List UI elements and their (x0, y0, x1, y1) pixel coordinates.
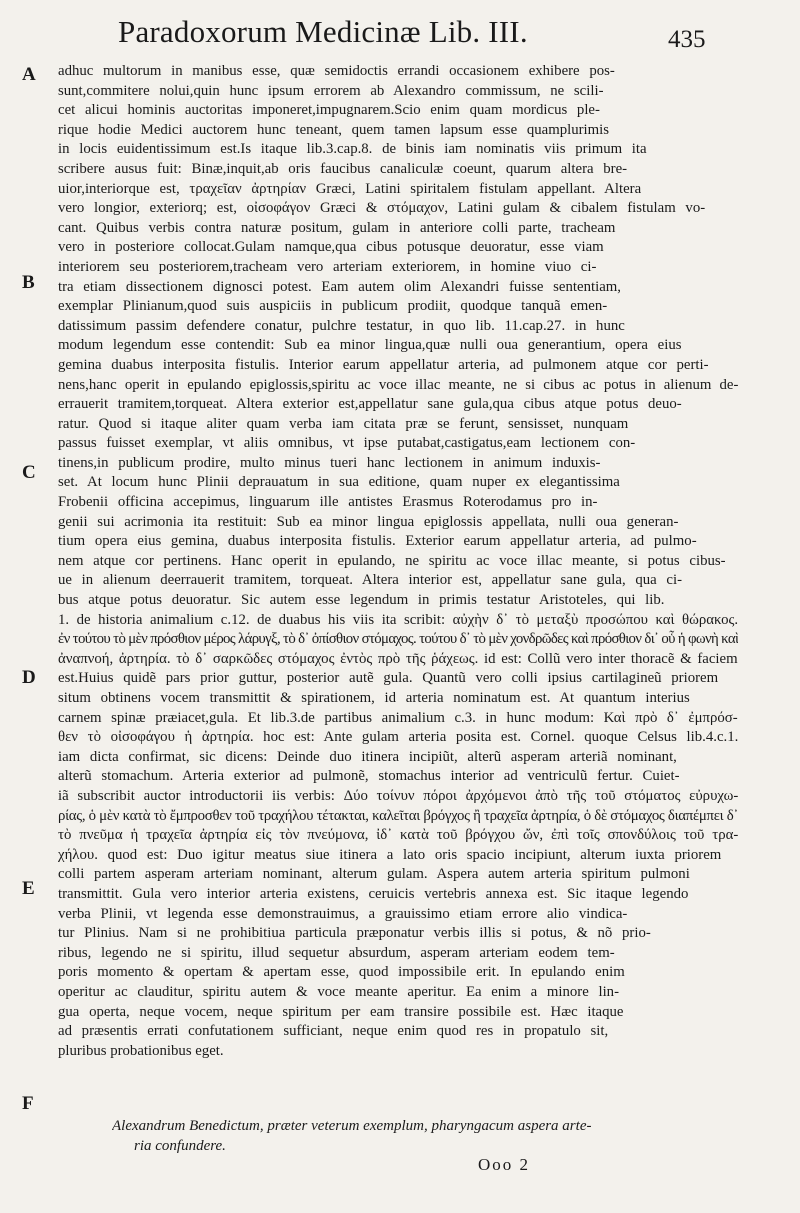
margin-letter-c: C (22, 462, 36, 483)
text-line: ue in alienum deerrauerit tramitem, torqueat. Altera interior est, appellatur sane gula, qua ci- (58, 572, 683, 589)
text-line: modum legendum esse contendit: Sub ea minor lingua,quæ nulli oua generantium, opera eius (58, 337, 682, 354)
text-line: cet alicui hominis auctoritas imponeret,impugnarem.Scio enim quam mordicus ple- (58, 102, 600, 119)
text-line: iam dicta confirmat, sic dicens: Deinde duo itinera incipiũt, alterũ asperam arteriã nominant, (58, 748, 677, 765)
text-line: iã subscribit auctor introductorii iis verbis: Δύο τοίνυν πόροι ἀρχόμενοι ἀπὸ τῆς τοῦ στόματος εὐρυχω- (58, 787, 738, 804)
text-line: sunt,commitere nolui,quin hunc ipsum errorem ab Alexandro commissum, ne scili- (58, 82, 604, 99)
marginal-note-line: Alexandrum Benedictum, præter veterum exemplum, pharyngacum aspera arte- (112, 1118, 592, 1134)
text-line: rique hodie Medici auctorem hunc teneant, quem tamen lapsum esse quamplurimis (58, 121, 610, 138)
text-line: cant. Quibus verbis contra naturæ positum, gulam in anteriore colli parte, tracheam (58, 219, 616, 236)
text-line: ad præsentis errati confutationem sufficiant, neque enim quod res in propatulo sit, (58, 1023, 609, 1040)
text-line: bus atque potus deuoratur. Sic autem esse legendum in primis testatur Aristoteles, qui lib. (58, 592, 665, 609)
text-line: Frobenii officina accepimus, linguarum ille antistes Erasmus Roterodamus pro in- (58, 494, 598, 511)
text-line: nem atque cor pertinens. Hanc operit in epulando, ne spiritu ac voce illac meante, si potus cibus- (58, 552, 726, 569)
text-line: poris momento & opertam & apertam esse, quod impossibile erit. In epulando enim (58, 964, 625, 981)
text-line: 1. de historia animalium c.12. de duabus his viis ita scribit: αὐχὴν δ᾽ τὸ μεταξὺ προσώπου καὶ θώρακος. (58, 611, 738, 628)
text-line: datissimum passim defendere conatur, pulchre testatur, in quo lib. 11.cap.27. in hunc (58, 317, 625, 334)
text-line: ἐν τούτου τὸ μὲν πρόσθιον μέρος λάρυγξ, τὸ δ᾽ ὀπίσθιον στόμαχος. τούτου δ᾽ τὸ μὲν χονδρῶδες καὶ πρόσθιον δι᾽ οὗ ἡ φωνὴ καὶ (58, 631, 738, 648)
text-line: alterũ stomachum. Arteria exterior ad pulmonẽ, stomachus interior ad ventriculũ fertur. Cuiet- (58, 768, 680, 785)
margin-letter-f: F (22, 1093, 34, 1114)
text-line: ρίας, ὁ μὲν κατὰ τὸ ἔμπροσθεν τοῦ τραχήλου τέτακται, καλεῖται βρόγχος ἢ τραχεῖα ἀρτηρία, ὁ δὲ στόμαχος διαπέμπει δ᾽ (58, 807, 738, 824)
text-line: tra etiam dissectionem dignosci potest. Eam autem olim Alexandri fuisse sententiam, (58, 278, 621, 295)
margin-letter-a: A (22, 64, 36, 85)
margin-letter-d: D (22, 667, 36, 688)
text-line: gemina duabus interposita fistulis. Interior earum appellatur arteria, ad pulmonem atque cor perti- (58, 356, 709, 373)
text-line: passus fuisset exemplar, vt aliis omnibus, vt ipse putabat,castigatus,eam lectionem con- (58, 435, 636, 452)
text-line: verba Plinii, vt legenda esse demonstrauimus, a grauissimo etiam errore alio vindica- (58, 905, 628, 922)
text-line: tinens,in publicum prodire, multo minus tueri hanc lectionem in animum induxis- (58, 454, 601, 471)
margin-letter-e: E (22, 878, 35, 899)
signature-mark: Ooo 2 (478, 1155, 531, 1174)
text-line: tium opera eius gemina, duabus interposita fistulis. Exterior earum appellatur arteria, ad pulmo- (58, 533, 697, 550)
text-line: scribere ausus fuit: Binæ,inquit,ab oris faucibus canaliculæ coeunt, quarum altera bre- (58, 160, 628, 177)
body-text (58, 62, 738, 1061)
text-line: in locis euidentissimum est.Is itaque lib.3.cap.8. de binis iam nominatis viis primum ita (58, 141, 647, 158)
text-line: gua operta, neque vocem, neque spiritum per eam transire possibile est. Hæc itaque (58, 1003, 624, 1020)
text-line: vero longior, exteriorq; est, οἰσοφάγον Græci & στόμαχον, Latini gulam & cibalem fistulam vo- (58, 200, 706, 217)
text-line: χήλου. quod est: Duo igitur meatus siue itinera a lato oris spacio incipiunt, alterum iuxta priorem (58, 846, 722, 863)
text-line: exemplar Plinianum,quod suis auspiciis in publicum prodiit, quodque tanquã emen- (58, 298, 608, 315)
text-line: pluribus probationibus eget. (58, 1042, 224, 1059)
text-line: tur Plinius. Nam si ne prohibitiua particula præponatur verbis illis si potus, & nõ prio- (58, 925, 651, 942)
text-line: adhuc multorum in manibus esse, quæ semidoctis errandi occasionem exhibere pos- (58, 63, 615, 79)
text-line: interiorem seu posteriorem,tracheam vero arteriam exteriorem, in homine viuo ci- (58, 258, 597, 275)
marginal-note (112, 1116, 702, 1156)
text-line: carnem spinæ præiacet,gula. Et lib.3.de partibus animalium c.3. in hunc modum: Καὶ πρὸ δ᾽ ἐμπρόσ- (58, 709, 738, 726)
text-line: uior,interiorque est, τραχεῖαν ἀρτηρίαν Græci, Latini spiritalem fistulam appellant. Altera (58, 180, 642, 197)
text-line: nens,hanc operit in epulando epiglossis,spiritu ac voce illac meante, ne si cibus ac potus in alienum de- (58, 376, 738, 393)
text-line: ratur. Quod si itaque aliter quam verba iam citata præ se ferunt, sensisset, nunquam (58, 415, 629, 432)
text-line: vero in posteriore collocat.Gulam namque,qua cibus potusque deuoratur, esse viam (58, 239, 604, 256)
text-line: errauerit tramitem,torqueat. Altera exterior est,appellatur sane gula,qua cibus atque potus deuo- (58, 396, 682, 413)
running-head: Paradoxorum Medicinæ Lib. III. (118, 14, 528, 49)
text-line: set. At locum hunc Plinii deprauatum in sua editione, quam nuper ex elegantissima (58, 474, 620, 491)
text-line: θεν τὸ οἰσοφάγου ἡ ἀρτηρία. hoc est: Ante gulam arteria posita est. Cornel. quoque Celsus lib.4.c.1. (58, 729, 738, 746)
text-line: operitur ac clauditur, spiritu autem & voce meante aperitur. Ea enim a minore lin- (58, 983, 620, 1000)
marginal-note-line: ria confundere. (134, 1138, 226, 1154)
text-line: colli partem asperam arteriam nominant, alterum gulam. Aspera autem arteria spiritum pulmoni (58, 866, 690, 883)
text-line: ribus, legendo ne si spiritu, illud sequetur absurdum, asperam arteriam eodem tem- (58, 944, 615, 961)
text-line: transmittit. Gula vero interior arteria existens, ceruicis vertebris annexa est. Sic itaque legendo (58, 885, 689, 902)
text-line: est.Huius quidẽ pars prior guttur, posterior autẽ gula. Quantũ vero colli ipsius cartilagineũ priorem (58, 670, 719, 687)
text-line: genii sui acrimonia ita restituit: Sub ea minor lingua epiglossis appellata, nulli oua generan- (58, 513, 679, 530)
text-line: situm obtinens vocem transmittit & spirationem, id arteria nominatum est. At quantum interius (58, 690, 690, 706)
text-line: τὸ πνεῦμα ἡ τραχεῖα ἀρτηρία εἰς τὸν πνεύμονα, ἰδ᾽ κατὰ τοῦ βρόγχου ὤν, ἐπὶ τοῖς σπονδύλοις τοῦ τρα- (58, 827, 738, 844)
text-line: ἀναπνοή, ἀρτηρία. τὸ δ᾽ σαρκῶδες στόμαχος ἐντὸς πρὸ τῆς ῥάχεως. id est: Collũ vero inter thoracẽ & faciem (58, 650, 738, 667)
margin-letter-b: B (22, 272, 35, 293)
page-number: 435 (668, 26, 706, 53)
